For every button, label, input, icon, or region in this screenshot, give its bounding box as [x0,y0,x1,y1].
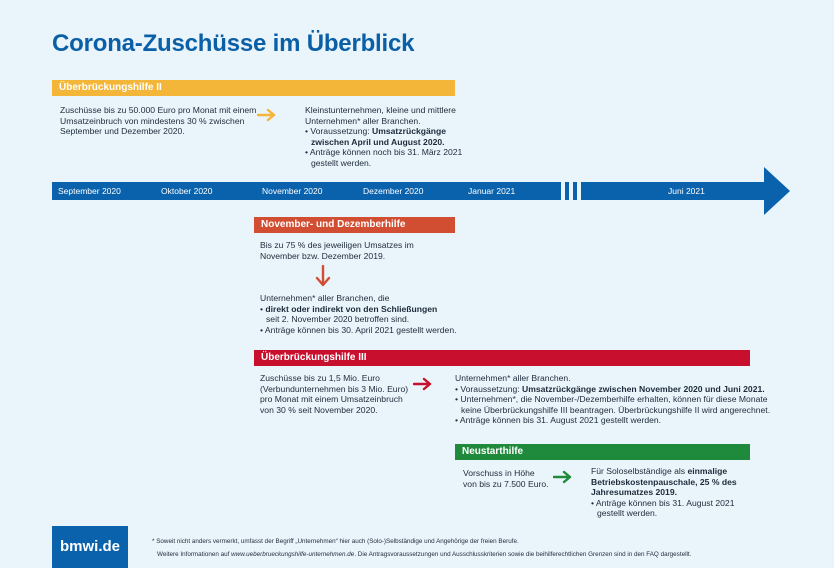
timeline-break [561,182,565,200]
text-line: gestellt werden. [597,508,658,519]
ueberbrueckungshilfe-2-conditions [60,105,260,137]
text-line: Jahresumatzes 2019. [591,487,677,498]
bullet-item: • Voraussetzung: Umsatzrückgänge [305,126,447,137]
more-info-note: Weitere Informationen auf www.ueberbrueckungshilfe-unternehmen.de. Die Antragsvoraussetzungen und Ausschlusskriterien sowie die beihilferechtlichen Grenzen sind in den FAQ dargestellt. [157,551,692,558]
bullet-item: • direkt oder indirekt von den Schließungen [260,303,438,314]
text-line: Für Soloselbständige als einmalige [591,466,728,476]
text-line: Zuschüsse bis zu 50.000 Euro pro Monat mit einem [60,105,257,115]
arrow-down-icon [315,265,331,287]
page-title: Corona-Zuschüsse im Überblick [52,30,415,57]
text-line: pro Monat mit einem Umsatzeinbruch [260,394,403,405]
arrow-right-icon [257,108,277,122]
text-line: gestellt werden. [311,157,372,168]
ueberbrueckungshilfe-2-details [305,105,475,169]
bullet-item: • Voraussetzung: Umsatzrückgänge zwischen November 2020 und Juni 2021. [455,383,765,394]
text-line: zwischen April und August 2020. [311,136,445,147]
timeline-month: Januar 2021 [468,186,516,196]
timeline-month: November 2020 [262,186,323,196]
bullet-item: • Anträge können bis 31. August 2021 gestellt werden. [455,415,662,426]
novdezhilfe-details [260,293,460,335]
text-line: seit 2. November 2020 betroffen sind. [266,314,410,325]
timeline-break [569,182,573,200]
text-line: Unternehmen* aller Branchen. [305,115,421,126]
text-line: November bzw. Dezember 2019. [260,250,386,261]
text-line: Kleinstunternehmen, kleine und mittlere [305,105,456,115]
text-line: (Verbundunternehmen bis 3 Mio. Euro) [260,383,409,394]
text-line: von 30 % seit November 2020. [260,404,378,415]
neustarthilfe-details [591,466,761,519]
bullet-item: • Anträge können bis 30. April 2021 gestellt werden. [260,324,457,335]
bullet-item: • Anträge können noch bis 31. März 2021 [305,147,463,158]
text-line: von bis zu 7.500 Euro. [463,478,549,489]
text-line: Unternehmen* aller Branchen, die [260,293,390,303]
timeline-month: Dezember 2020 [363,186,424,196]
text-line: September und Dezember 2020. [60,126,185,137]
text-line: Zuschüsse bis zu 1,5 Mio. Euro [260,373,380,383]
ueberbrueckungshilfe-2-header: Überbrückungshilfe II [52,80,455,96]
text-line: Bis zu 75 % des jeweiligen Umsatzes im [260,240,414,250]
timeline-month: September 2020 [58,186,121,196]
timeline-month: Oktober 2020 [161,186,213,196]
text-line: Umsatzeinbruch von mindestens 30 % zwischen [60,115,245,126]
arrow-right-icon [413,377,433,391]
neustarthilfe-header: Neustarthilfe [455,444,750,460]
novdezhilfe-header: November- und Dezemberhilfe [254,217,455,233]
novdezhilfe-conditions [260,240,450,261]
bmwi-logo-link[interactable]: bmwi.de [52,526,128,568]
bullet-item: • Unternehmen*, die November-/Dezemberhilfe erhalten, können für diese Monate [455,394,768,405]
ueberbrueckungshilfe-3-header: Überbrückungshilfe III [254,350,750,366]
text-line: Vorschuss in Höhe [463,468,535,478]
timeline-arrow-head [764,167,790,215]
text-line: keine Überbrückungshilfe III beantragen. Überbrückungshilfe II wird angerechnet. [461,404,771,415]
timeline-month: Juni 2021 [668,186,705,196]
text-line: Unternehmen* aller Branchen. [455,373,571,383]
neustarthilfe-conditions [463,468,563,489]
footnote: * Soweit nicht anders vermerkt, umfasst der Begriff „Unternehmen“ hier auch (Solo-)Selbständige und Angehörige der freien Berufe. [152,538,519,545]
bullet-item: • Anträge können bis 31. August 2021 [591,497,735,508]
text-line: Betriebskostenpauschale, 25 % des [591,476,737,487]
ueberbrueckungshilfe-3-details [455,373,771,426]
info-website-link[interactable]: www.ueberbrueckungshilfe-unternehmen.de [231,551,355,558]
timeline-break [577,182,581,200]
ueberbrueckungshilfe-3-conditions [260,373,420,415]
arrow-right-icon [553,470,573,484]
